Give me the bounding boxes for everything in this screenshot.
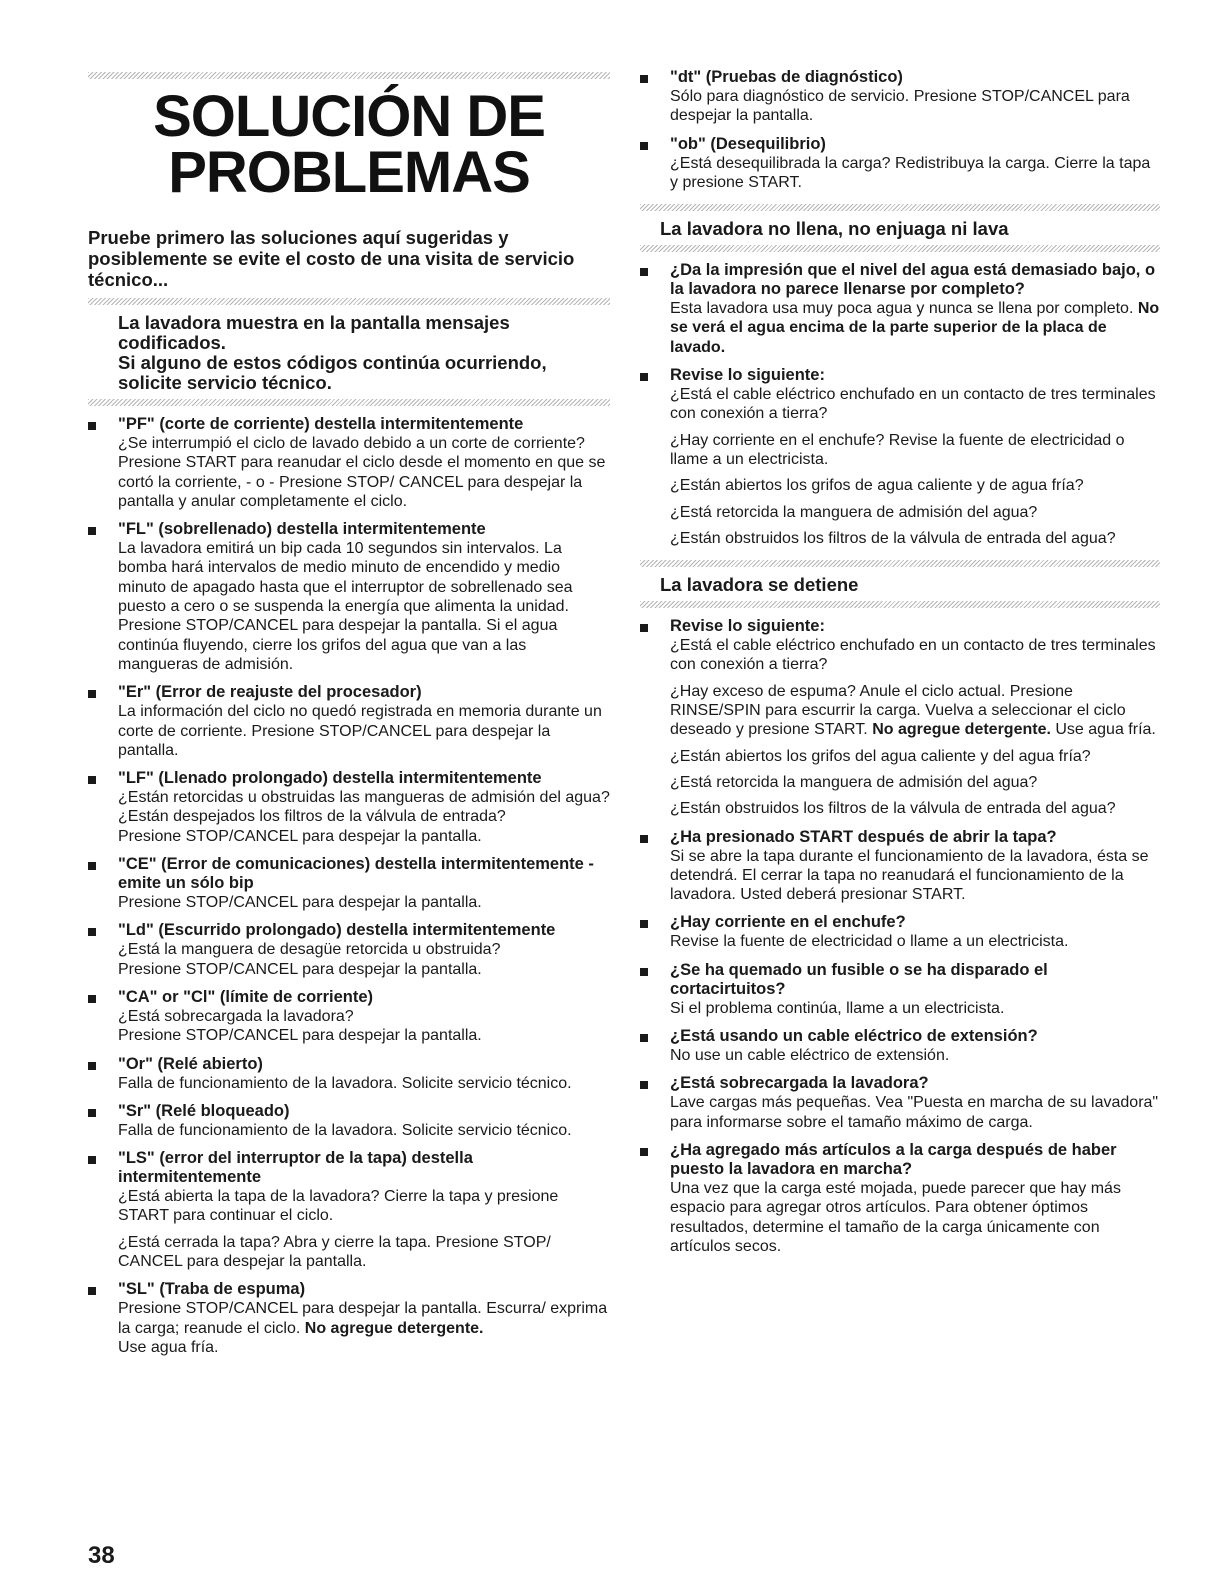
item-title: "Er" (Error de reajuste del procesador) xyxy=(118,683,422,702)
item-text: La lavadora emitirá un bip cada 10 segundos sin intervalos. La bomba hará intervalos de medio minuto de encendido y medio minuto de apagado hasta que el interruptor de sobrellenado sea puesto a cero o se suspenda la energía que alimenta la unidad. Presione STOP/CANCEL para despejar la pantalla. Si el agua continúa fluyendo, cierre los grifos del agua que van a las mangueras de admisión. xyxy=(118,540,573,673)
list-item xyxy=(640,135,1160,193)
divider xyxy=(640,560,1160,567)
bullet-icon xyxy=(88,776,96,784)
item-title: "ob" (Desequilibrio) xyxy=(670,134,826,153)
item-text: Falla de funcionamiento de la lavadora. Solicite servicio técnico. xyxy=(118,1074,572,1092)
item-text: ¿Está retorcida la manguera de admisión del agua? xyxy=(670,773,1038,791)
page-title xyxy=(88,84,610,205)
item-text: No use un cable eléctrico de extensión. xyxy=(670,1047,950,1065)
item-text: ¿Hay corriente en el enchufe? Revise la fuente de electricidad o llame a un electricista. xyxy=(670,431,1125,468)
item-text: ¿Está desequilibrada la carga? Redistribuya la carga. Cierre la tapa y presione START. xyxy=(670,154,1151,191)
list-item xyxy=(640,366,1160,548)
list-item xyxy=(88,988,610,1046)
list-item xyxy=(640,1141,1160,1256)
list-item xyxy=(88,769,610,846)
bullet-icon xyxy=(640,1148,648,1156)
section-heading: La lavadora se detiene xyxy=(660,574,859,596)
list-item xyxy=(640,1074,1160,1132)
item-text: ¿Está abierta la tapa de la lavadora? Cierre la tapa y presione START para continuar el ciclo. xyxy=(118,1188,559,1225)
item-text: ¿Están retorcidas u obstruidas las mangueras de admisión del agua? ¿Están despejados los filtros de la válvula de entrada? Presione STOP/CANCEL para despejar la pantalla. xyxy=(118,789,610,845)
item-text: ¿Están abiertos los grifos del agua caliente y del agua fría? xyxy=(670,747,1091,765)
item-title: "FL" (sobrellenado) destella intermitentemente xyxy=(118,520,486,539)
list-item xyxy=(88,921,610,979)
item-text: La información del ciclo no quedó registrada en memoria durante un corte de corriente. Presione STOP/CANCEL para despejar la pantalla. xyxy=(118,703,602,759)
item-text: ¿Está retorcida la manguera de admisión del agua? xyxy=(670,503,1038,521)
right-column xyxy=(640,58,1160,1256)
bullet-icon xyxy=(88,1156,96,1164)
item-text: Esta lavadora usa muy poca agua y nunca se llena por completo. No se verá el agua encima de la parte superior de la placa de lavado. xyxy=(670,300,1160,356)
item-text: ¿Está el cable eléctrico enchufado en un contacto de tres terminales con conexión a tierra? xyxy=(670,637,1156,674)
item-title: ¿Hay corriente en el enchufe? xyxy=(670,913,906,932)
divider xyxy=(88,72,610,79)
item-text: Presione STOP/CANCEL para despejar la pantalla. Escurra/ exprima la carga; reanude el ciclo. No agregue detergente. Use agua fría. xyxy=(118,1300,608,1356)
divider xyxy=(640,245,1160,252)
bullet-icon xyxy=(640,835,648,843)
item-title: ¿Da la impresión que el nivel del agua está demasiado bajo, o la lavadora no parece llenarse por completo? xyxy=(670,261,1156,299)
list-item xyxy=(88,1280,610,1357)
list-item xyxy=(640,261,1160,357)
item-title: "CE" (Error de comunicaciones) destella intermitentemente - emite un sólo bip xyxy=(118,855,594,893)
item-text: ¿Se interrumpió el ciclo de lavado debido a un corte de corriente? Presione START para reanudar el ciclo desde el momento en que se cortó la corriente, - o - Presione STOP/ CANCEL para despejar la pantalla y anular completamente el ciclo. xyxy=(118,435,606,510)
item-title: ¿Ha agregado más artículos a la carga después de haber puesto la lavadora en marcha? xyxy=(670,1140,1117,1178)
item-title: "Sr" (Relé bloqueado) xyxy=(118,1101,290,1120)
bullet-icon xyxy=(88,862,96,870)
item-text: ¿Está el cable eléctrico enchufado en un contacto de tres terminales con conexión a tierra? xyxy=(670,386,1156,423)
item-text: Falla de funcionamiento de la lavadora. Solicite servicio técnico. xyxy=(118,1121,572,1139)
bullet-icon xyxy=(88,690,96,698)
item-title: "LS" (error del interruptor de la tapa) destella intermitentemente xyxy=(118,1149,473,1187)
bullet-icon xyxy=(640,373,648,381)
section-heading-line-2: Si alguno de estos códigos continúa ocurriendo, solicite servicio técnico. xyxy=(118,352,547,393)
item-title: "LF" (Llenado prolongado) destella intermitentemente xyxy=(118,769,542,788)
item-text: ¿Está sobrecargada la lavadora? Presione STOP/CANCEL para despejar la pantalla. xyxy=(118,1007,482,1045)
item-title: "Or" (Relé abierto) xyxy=(118,1054,263,1073)
list-item xyxy=(640,68,1160,126)
intro-text: Pruebe primero las soluciones aquí sugeridas y posiblemente se evite el costo de una visita de servicio técnico... xyxy=(88,227,575,290)
list-item xyxy=(640,828,1160,905)
item-title: "CA" or "Cl" (límite de corriente) xyxy=(118,987,373,1006)
item-text: ¿Está cerrada la tapa? Abra y cierre la tapa. Presione STOP/ CANCEL para despejar la pantalla. xyxy=(118,1233,551,1271)
bullet-icon xyxy=(640,624,648,632)
item-text: Revise la fuente de electricidad o llame a un electricista. xyxy=(670,933,1069,951)
list-item xyxy=(88,855,610,912)
section-heading: La lavadora no llena, no enjuaga ni lava xyxy=(660,218,1009,240)
item-text: ¿Están obstruidos los filtros de la válvula de entrada del agua? xyxy=(670,800,1116,818)
bullet-icon xyxy=(88,527,96,535)
item-text: Sólo para diagnóstico de servicio. Presione STOP/CANCEL para despejar la pantalla. xyxy=(670,88,1130,125)
bullet-icon xyxy=(88,1062,96,1070)
list-item xyxy=(88,1055,610,1093)
bullet-icon xyxy=(640,920,648,928)
page-number: 38 xyxy=(88,1542,115,1569)
divider xyxy=(88,298,610,305)
divider xyxy=(640,601,1160,608)
list-item xyxy=(88,683,610,760)
bullet-icon xyxy=(88,928,96,936)
left-column xyxy=(88,72,610,1357)
item-title: ¿Está sobrecargada la lavadora? xyxy=(670,1074,929,1093)
list-item xyxy=(88,1149,610,1271)
list-item xyxy=(640,1027,1160,1065)
item-title: Revise lo siguiente: xyxy=(670,366,825,385)
item-text: ¿Está la manguera de desagüe retorcida u obstruida? Presione STOP/CANCEL para despejar la pantalla. xyxy=(118,941,501,978)
item-text: ¿Están abiertos los grifos de agua caliente y de agua fría? xyxy=(670,477,1084,495)
divider xyxy=(88,399,610,406)
bullet-icon xyxy=(640,1081,648,1089)
bullet-icon xyxy=(640,75,648,83)
list-item xyxy=(640,617,1160,818)
section-heading xyxy=(88,305,610,399)
bullet-icon xyxy=(88,995,96,1003)
list-item xyxy=(640,961,1160,1018)
item-title: ¿Se ha quemado un fusible o se ha disparado el cortacirtuitos? xyxy=(670,960,1048,998)
bullet-icon xyxy=(640,268,648,276)
bullet-icon xyxy=(88,1287,96,1295)
item-title: "Ld" (Escurrido prolongado) destella intermitentemente xyxy=(118,921,556,940)
item-text: Presione STOP/CANCEL para despejar la pantalla. xyxy=(118,894,482,912)
item-text: Una vez que la carga esté mojada, puede parecer que hay más espacio para agregar otros artículos. Para obtener óptimos resultados, determine el tamaño de la carga únicamente con artículos secos. xyxy=(670,1179,1121,1255)
list-item xyxy=(88,520,610,674)
list-item xyxy=(640,913,1160,951)
item-text: ¿Hay exceso de espuma? Anule el ciclo actual. Presione RINSE/SPIN para escurrir la carga. Vuelva a seleccionar el ciclo deseado y presione START. No agregue detergente. Use agua fría. xyxy=(670,682,1156,739)
bullet-icon xyxy=(640,968,648,976)
section-heading-line-1: La lavadora muestra en la pantalla mensajes codificados. xyxy=(118,312,510,353)
bullet-icon xyxy=(88,422,96,430)
bullet-icon xyxy=(640,1034,648,1042)
bullet-icon xyxy=(640,142,648,150)
item-text: ¿Están obstruidos los filtros de la válvula de entrada del agua? xyxy=(670,529,1116,547)
bullet-icon xyxy=(88,1109,96,1117)
title-line-2: PROBLEMAS xyxy=(168,140,530,205)
item-title: ¿Ha presionado START después de abrir la tapa? xyxy=(670,827,1057,846)
list-item xyxy=(88,415,610,511)
item-title: "SL" (Traba de espuma) xyxy=(118,1280,306,1299)
divider xyxy=(640,204,1160,211)
list-item xyxy=(88,1102,610,1140)
item-text: Si el problema continúa, llame a un electricista. xyxy=(670,999,1005,1017)
item-title: ¿Está usando un cable eléctrico de extensión? xyxy=(670,1027,1038,1046)
item-text: Si se abre la tapa durante el funcionamiento de la lavadora, ésta se detendrá. El cerrar la tapa no reanudará el funcionamiento de la lavadora. Usted deberá presionar START. xyxy=(670,847,1149,904)
item-title: "PF" (corte de corriente) destella intermitentemente xyxy=(118,415,524,433)
item-text: Lave cargas más pequeñas. Vea "Puesta en marcha de su lavadora" para informarse sobre el tamaño máximo de carga. xyxy=(670,1094,1159,1131)
title-line-1: SOLUCIÓN DE xyxy=(153,84,545,149)
item-title: "dt" (Pruebas de diagnóstico) xyxy=(670,68,903,86)
item-title: Revise lo siguiente: xyxy=(670,617,825,636)
